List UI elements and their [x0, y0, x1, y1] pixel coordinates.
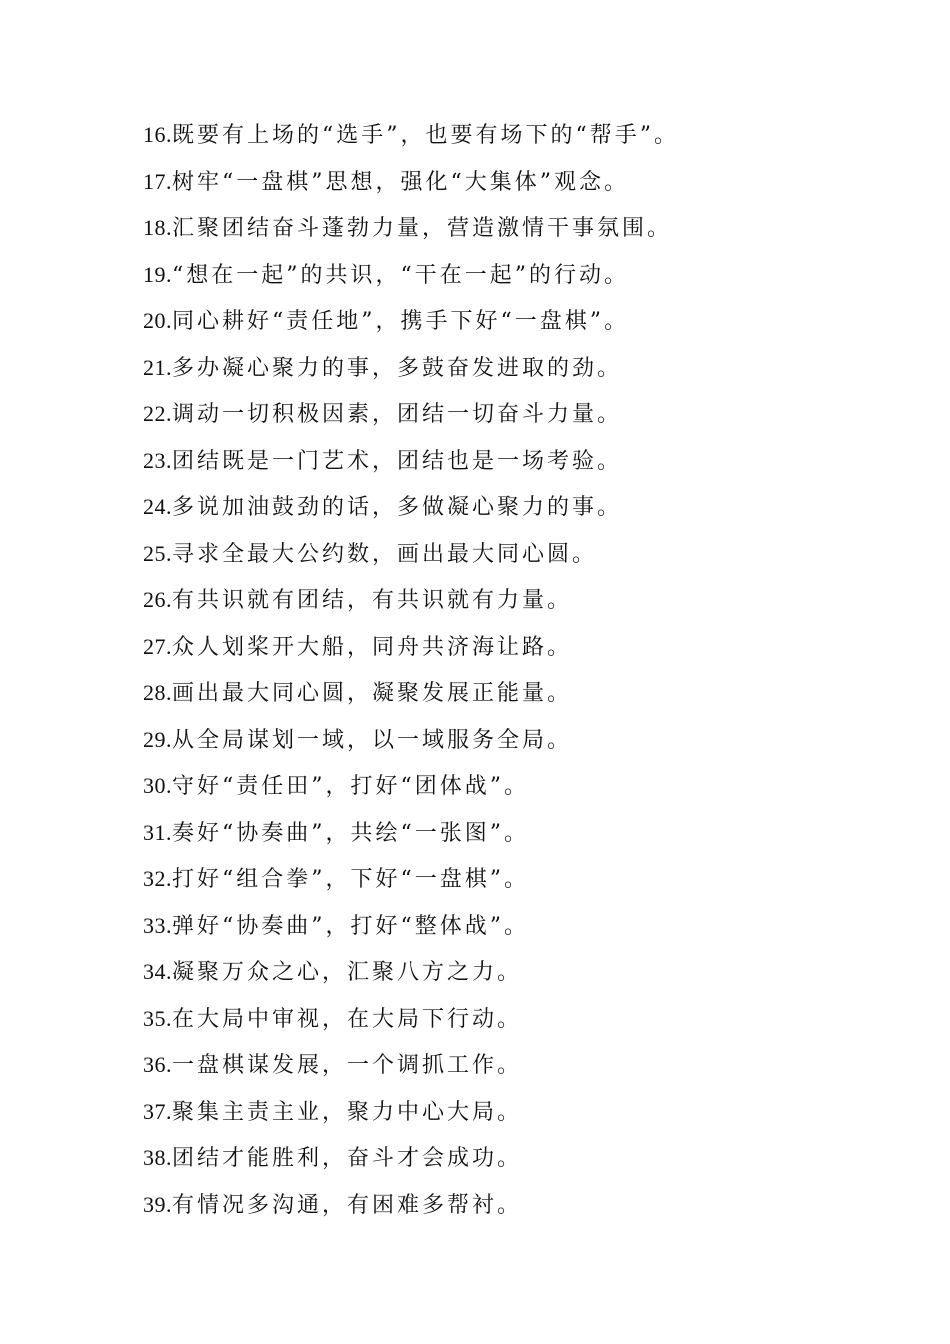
item-number: 34.: [143, 959, 172, 984]
list-item: [143, 1042, 679, 1089]
item-text: 树牢“一盘棋”思想，强化“大集体”观念。: [172, 169, 629, 195]
item-text: 寻求全最大公约数，画出最大同心圆。: [172, 541, 598, 567]
list-item: [143, 438, 679, 485]
item-text: 团结才能胜利，奋斗才会成功。: [172, 1146, 523, 1171]
item-text: 守好“责任田”，打好“团体战”。: [172, 774, 529, 799]
item-number: 19.: [143, 261, 172, 287]
item-number: 28.: [143, 680, 172, 705]
item-text: 有共识就有团结，有共识就有力量。: [172, 588, 573, 613]
item-number: 35.: [143, 1005, 172, 1031]
list-item: [143, 1089, 679, 1136]
item-text: 聚集主责主业，聚力中心大局。: [172, 1099, 523, 1125]
item-text: 一盘棋谋发展，一个调抓工作。: [172, 1053, 523, 1078]
item-number: 29.: [143, 726, 172, 752]
item-text: 众人划桨开大船，同舟共济海让路。: [172, 634, 573, 660]
item-number: 33.: [143, 912, 172, 938]
phrase-list: [143, 112, 679, 1228]
item-text: 打好“组合拳”，下好“一盘棋”。: [172, 867, 529, 892]
item-text: 调动一切积极因素，团结一切奋斗力量。: [172, 402, 623, 427]
item-text: 既要有上场的“选手”，也要有场下的“帮手”。: [172, 123, 679, 148]
list-item: [143, 112, 679, 159]
item-number: 18.: [143, 215, 172, 240]
list-item: [143, 205, 679, 252]
list-item: [143, 1135, 679, 1182]
list-item: [143, 717, 679, 764]
item-number: 22.: [143, 401, 172, 426]
item-number: 21.: [143, 354, 172, 380]
item-number: 17.: [143, 168, 172, 194]
list-item: [143, 856, 679, 903]
list-item: [143, 1182, 679, 1229]
list-item: [143, 624, 679, 671]
item-text: 汇聚团结奋斗蓬勃力量，营造激情干事氛围。: [172, 216, 673, 241]
item-number: 36.: [143, 1052, 172, 1077]
list-item: [143, 810, 679, 857]
item-number: 20.: [143, 308, 172, 333]
item-text: 在大局中审视，在大局下行动。: [172, 1006, 523, 1032]
list-item: [143, 577, 679, 624]
item-text: 多说加油鼓劲的话，多做凝心聚力的事。: [172, 495, 623, 520]
list-item: [143, 670, 679, 717]
item-number: 24.: [143, 494, 172, 519]
item-text: 凝聚万众之心，汇聚八方之力。: [172, 960, 523, 985]
list-item: [143, 949, 679, 996]
item-text: 有情况多沟通，有困难多帮衬。: [172, 1192, 523, 1218]
list-item: [143, 763, 679, 810]
list-item: [143, 484, 679, 531]
item-text: 弹好“协奏曲”，打好“整体战”。: [172, 913, 529, 939]
item-text: 多办凝心聚力的事，多鼓奋发进取的劲。: [172, 355, 623, 381]
list-item: [143, 298, 679, 345]
list-item: [143, 996, 679, 1043]
item-number: 26.: [143, 587, 172, 612]
item-number: 27.: [143, 633, 172, 659]
item-number: 23.: [143, 447, 172, 473]
list-item: [143, 345, 679, 392]
item-number: 32.: [143, 866, 172, 891]
item-text: 从全局谋划一域，以一域服务全局。: [172, 727, 573, 753]
item-number: 39.: [143, 1191, 172, 1217]
item-number: 38.: [143, 1145, 172, 1170]
item-number: 37.: [143, 1098, 172, 1124]
item-number: 30.: [143, 773, 172, 798]
item-text: 奏好“协奏曲”，共绘“一张图”。: [172, 820, 529, 846]
item-text: 团结既是一门艺术，团结也是一场考验。: [172, 448, 623, 474]
list-item: [143, 531, 679, 578]
list-item: [143, 391, 679, 438]
item-text: 同心耕好“责任地”，携手下好“一盘棋”。: [172, 309, 629, 334]
item-number: 25.: [143, 540, 172, 566]
item-text: “想在一起”的共识，“干在一起”的行动。: [172, 262, 629, 288]
list-item: [143, 159, 679, 206]
item-number: 16.: [143, 122, 172, 147]
item-text: 画出最大同心圆，凝聚发展正能量。: [172, 681, 573, 706]
list-item: [143, 903, 679, 950]
list-item: [143, 252, 679, 299]
item-number: 31.: [143, 819, 172, 845]
